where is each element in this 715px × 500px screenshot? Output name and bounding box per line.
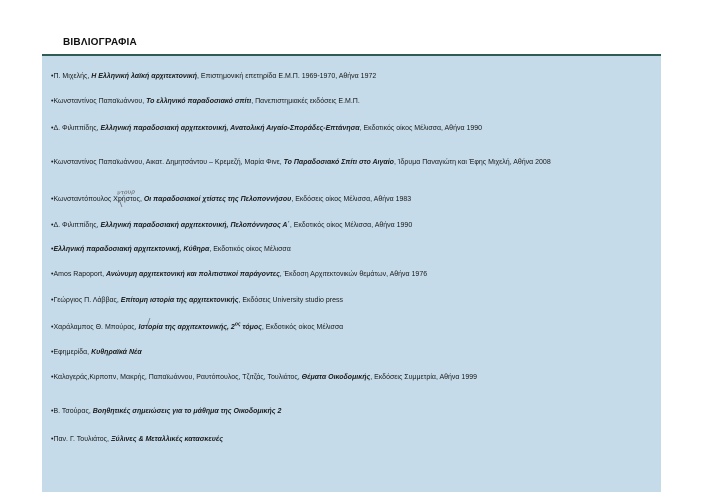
reference-title: Ανώνυμη αρχιτεκτονική και πολιτιστικοί παράγοντες bbox=[105, 271, 280, 278]
reference-authors: •Κωνσταντόπουλος Χρήστος, bbox=[51, 196, 144, 203]
reference-authors: •Κωνσταντίνος Παπαϊωάννου, bbox=[51, 98, 147, 105]
reference-authors: •Κωνσταντίνος Παπαϊωάννου, Αικατ. Δημητσάντου – Κρεμεζή, Μαρία Φινε, bbox=[51, 159, 284, 166]
reference-item bbox=[51, 221, 641, 231]
reference-item bbox=[51, 124, 641, 134]
reference-authors: •Γεώργιος Π. Λάββας, bbox=[51, 297, 121, 304]
handwritten-note: ντουρ bbox=[116, 188, 135, 197]
reference-authors: •Καλογεράς,Κιρποπν, Μακρής, Παπαϊωάννου, Ραυτόπουλος, Τζιτζάς, Τουλιάτος, bbox=[51, 374, 302, 381]
reference-title-suffix: τόμος bbox=[240, 324, 262, 331]
reference-item bbox=[51, 373, 641, 383]
reference-title: Οι παραδοσιακοί χτίστες της Πελοποννήσου bbox=[143, 196, 292, 203]
reference-item bbox=[51, 435, 641, 445]
reference-authors: •Παν. Γ. Τουλιάτος, bbox=[51, 436, 111, 443]
bibliography-panel bbox=[42, 56, 661, 492]
reference-title: Κυθηραϊκά Νέα bbox=[91, 349, 142, 356]
reference-title-ordinal: ος bbox=[234, 321, 241, 328]
reference-publisher: , Ίδρυμα Παναγιώτη και Έφης Μιχελή, Αθήνα 2008 bbox=[393, 159, 551, 166]
pen-tick-mark bbox=[116, 195, 130, 209]
reference-title: Ελληνική παραδοσιακή αρχιτεκτονική, Ανατολική Αιγαίο-Σποράδες-Επτάνησα bbox=[100, 125, 360, 132]
reference-item bbox=[51, 348, 641, 358]
reference-publisher: , Εκδόσεις οίκος Μέλισσα, Αθήνα 1983 bbox=[291, 196, 412, 203]
pen-tick-mark bbox=[142, 317, 156, 331]
reference-item bbox=[51, 323, 641, 333]
reference-publisher: , Εκδοτικός οίκος Μέλισσα bbox=[209, 246, 291, 253]
reference-publisher: , Πανεπιστημιακές εκδόσεις Ε.Μ.Π. bbox=[251, 98, 360, 105]
reference-title: Ελληνική παραδοσιακή αρχιτεκτονική, Κύθηρα bbox=[53, 246, 210, 253]
reference-title: Θέματα Οικοδομικής bbox=[301, 374, 371, 381]
reference-item bbox=[51, 296, 641, 306]
reference-publisher: , Εκδόσεις University studio press bbox=[238, 297, 343, 304]
reference-publisher: , Εκδοτικός οίκος Μέλισσα bbox=[261, 324, 344, 331]
reference-item bbox=[51, 72, 641, 82]
reference-title: Το Παραδοσιακό Σπίτι στο Αιγαίο bbox=[283, 159, 394, 166]
reference-authors: • bbox=[51, 246, 54, 253]
reference-title: Ιστορία της αρχιτεκτονικής, 2 bbox=[138, 324, 235, 331]
reference-title: Ξύλινες & Μεταλλικές κατασκευές bbox=[110, 436, 223, 443]
reference-publisher: , Εκδόσεις Συμμετρία, Αθήνα 1999 bbox=[370, 374, 477, 381]
reference-item bbox=[51, 158, 641, 168]
reference-title: Το ελληνικό παραδοσιακό σπίτι bbox=[146, 98, 252, 105]
reference-authors: •Π. Μιχελής, bbox=[51, 73, 92, 80]
reference-item bbox=[51, 245, 641, 255]
reference-authors: •Β. Τσούρας, bbox=[51, 408, 93, 415]
reference-authors: •Εφημερίδα, bbox=[51, 349, 92, 356]
reference-item bbox=[51, 97, 641, 107]
reference-publisher: , Εκδοτικός οίκος Μέλισσα, Αθήνα 1990 bbox=[289, 222, 413, 229]
reference-title: Επίτομη ιστορία της αρχιτεκτονικής bbox=[120, 297, 239, 304]
page-title: ΒΙΒΛΙΟΓΡΑΦΙΑ bbox=[63, 37, 137, 48]
reference-item bbox=[51, 195, 641, 205]
reference-authors: •Δ. Φιλιππίδης, bbox=[51, 222, 101, 229]
reference-title: Ελληνική παραδοσιακή αρχιτεκτονική, Πελοπόννησος Α΄ bbox=[100, 222, 290, 229]
reference-publisher: , Εκδοτικός οίκος Μέλισσα, Αθήνα 1990 bbox=[359, 125, 483, 132]
reference-title: Η Ελληνική λαϊκή αρχιτεκτονική bbox=[91, 73, 198, 80]
reference-title: Βοηθητικές σημειώσεις για το μάθημα της Οικοδομικής 2 bbox=[92, 408, 282, 415]
reference-item bbox=[51, 407, 641, 417]
reference-publisher: , Επιστημονική επετηρίδα Ε.Μ.Π. 1969-1970, Αθήνα 1972 bbox=[197, 73, 377, 80]
reference-authors: •Χαράλαμπος Θ. Μπούρας, bbox=[51, 324, 139, 331]
reference-authors: •Δ. Φιλιππίδης, bbox=[51, 125, 101, 132]
reference-authors: •Amos Rapoport, bbox=[51, 271, 106, 278]
reference-item bbox=[51, 270, 641, 280]
reference-publisher: , Έκδοση Αρχιτεκτονικών θεμάτων, Αθήνα 1976 bbox=[279, 271, 428, 278]
